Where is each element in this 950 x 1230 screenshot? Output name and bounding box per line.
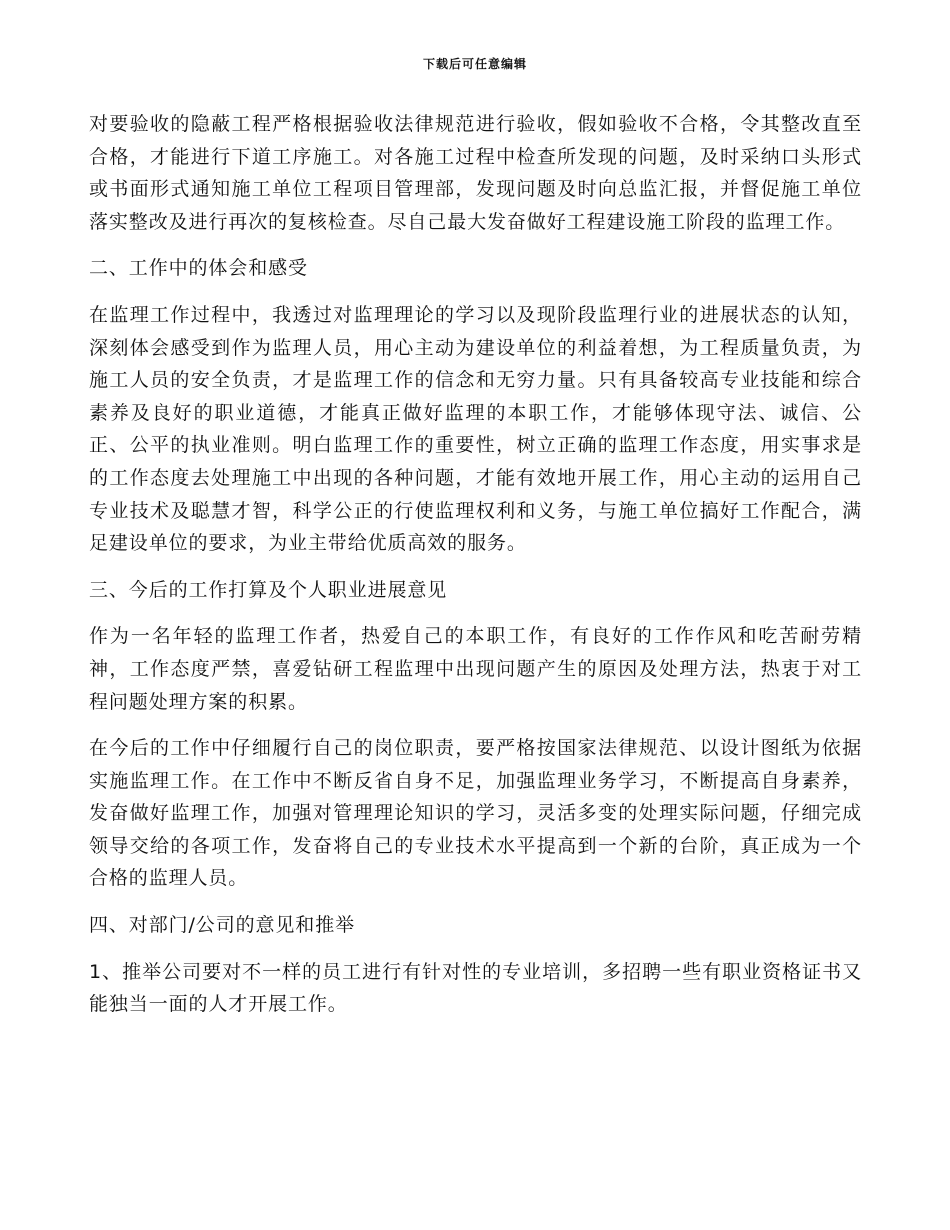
paragraph-acceptance: 对要验收的隐蔽工程严格根据验收法律规范进行验收，假如验收不合格，令其整改直至合格，才能进行下道工序施工。对各施工过程中检查所发现的问题，及时采纳口头形式或书面形式通知施工单位工程项目管理部，发现问题及时向总监汇报，并督促施工单位落实整改及进行再次的复核检查。尽自己最大发奋做好工程建设施工阶段的监理工作。 [89, 113, 862, 233]
paragraph-young-supervisor: 作为一名年轻的监理工作者，热爱自己的本职工作，有良好的工作作风和吃苦耐劳精神，工作态度严禁，喜爱钻研工程监理中出现问题产生的原因及处理方法，热衷于对工程问题处理方案的积累。 [89, 625, 862, 713]
page-header: 下载后可任意编辑 [422, 57, 527, 71]
paragraph-future-work: 在今后的工作中仔细履行自己的岗位职责，要严格按国家法律规范、以设计图纸为依据实施监理工作。在工作中不断反省自身不足，加强监理业务学习，不断提高自身素养，发奋做好监理工作，加强对管理理论知识的学习，灵活多变的处理实际问题，仔细完成领导交给的各项工作，发奋将自己的专业技术水平提高到一个新的台阶，真正成为一个合格的监理人员。 [89, 737, 862, 890]
document-body [89, 108, 862, 1035]
paragraph-experience: 在监理工作过程中，我透过对监理理论的学习以及现阶段监理行业的进展状态的认知，深刻体会感受到作为监理人员，用心主动为建设单位的利益着想，为工程质量负责，为施工人员的安全负责，才是监理工作的信念和无穷力量。只有具备较高专业技能和综合素养及良好的职业道德，才能真正做好监理的本职工作，才能够体现守法、诚信、公正、公平的执业准则。明白监理工作的重要性，树立正确的监理工作态度，用实事求是的工作态度去处理施工中出现的各种问题，才能有效地开展工作，用心主动的运用自己专业技术及聪慧才智，科学公正的行使监理权利和义务，与施工单位搞好工作配合，满足建设单位的要求，为业主带给优质高效的服务。 [89, 303, 862, 555]
section-heading-experience: 二、工作中的体会和感受 [89, 257, 308, 280]
section-heading-plans: 三、今后的工作打算及个人职业进展意见 [89, 578, 448, 601]
paragraph-suggestion-1: 1、推举公司要对不一样的员工进行有针对性的专业培训，多招聘一些有职业资格证书又能独当一面的人才开展工作。 [89, 960, 862, 1016]
section-heading-suggestions: 四、对部门/公司的意见和推举 [89, 914, 356, 937]
